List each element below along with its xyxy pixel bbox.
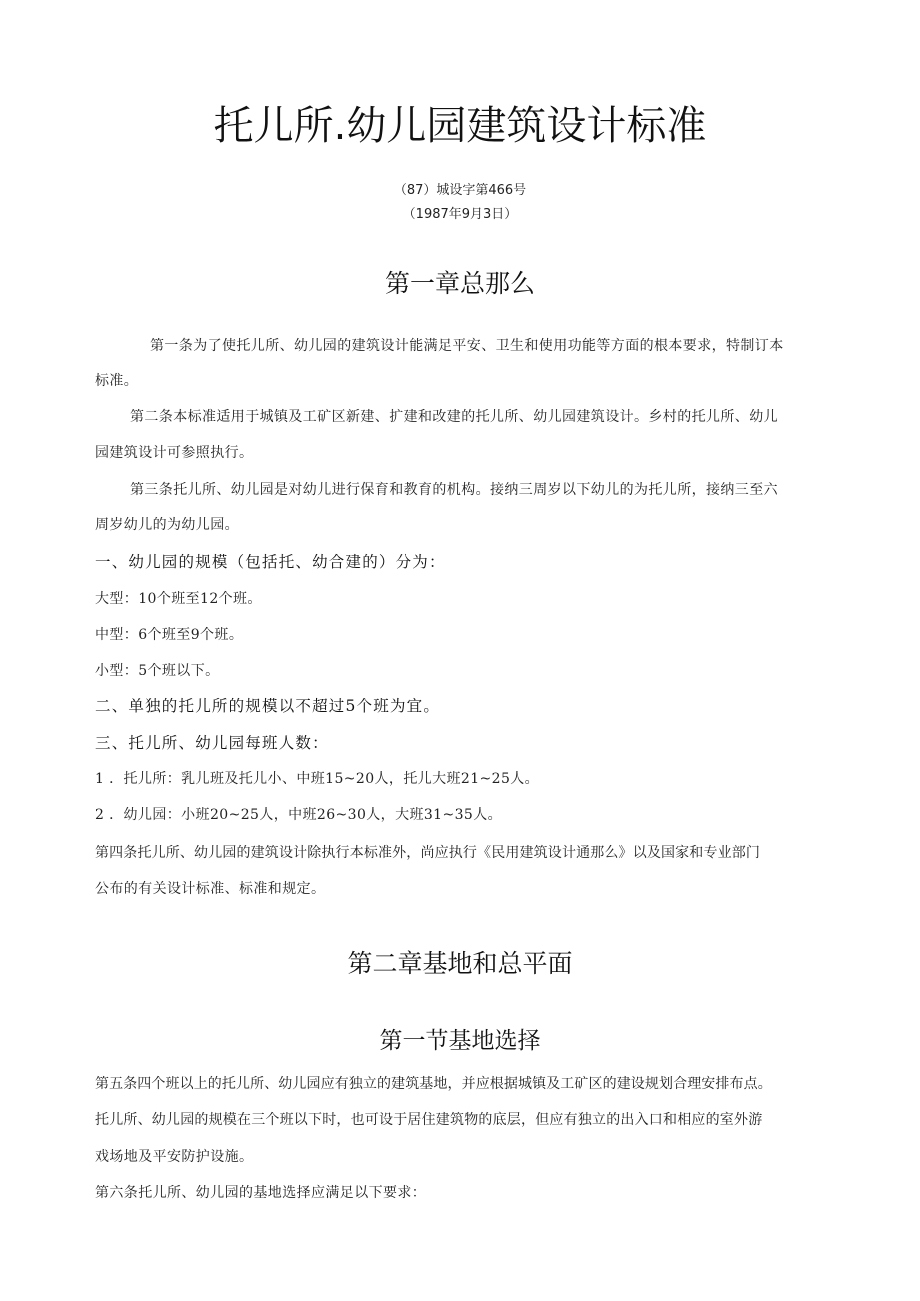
list-item: 2 ．幼儿园：小班20~25人，中班26~30人，大班31~35人。 [95,807,503,823]
paragraph-line: 托儿所、幼儿园的规模在三个班以下时，也可设于居住建筑物的底层，但应有独立的出入口和相应的室外游 [95,1112,763,1128]
document-date: （1987年9月3日） [402,207,518,222]
list-item: 中型：6个班至9个班。 [95,627,244,643]
paragraph-line: 第三条托儿所、幼儿园是对幼儿进行保育和教育的机构。接纳三周岁以下幼儿的为托儿所，接纳三至六 [130,482,778,498]
list-item: 1 ．托儿所：乳儿班及托儿小、中班15~20人，托儿大班21~25人。 [95,771,540,787]
paragraph-line: 第四条托儿所、幼儿园的建筑设计除执行本标准外，尚应执行《民用建筑设计通那么》以及国家和专业部门 [95,845,761,861]
list-heading: 三、托儿所、幼儿园每班人数： [95,734,329,752]
paragraph-line: 第二条本标准适用于城镇及工矿区新建、扩建和改建的托儿所、幼儿园建筑设计。乡村的托儿所、幼儿 [130,409,778,425]
section-heading: 第一节基地选择 [379,1028,541,1054]
paragraph-line: 第五条四个班以上的托儿所、幼儿园应有独立的建筑基地，并应根据城镇及工矿区的建设规划合理安排布点。 [95,1076,772,1092]
document-title: 托儿所.幼儿园建筑设计标准 [213,103,707,149]
paragraph-line: 第一条为了使托儿所、幼儿园的建筑设计能满足平安、卫生和使用功能等方面的根本要求，特制订本 [150,338,784,354]
paragraph-line: 第六条托儿所、幼儿园的基地选择应满足以下要求： [95,1185,427,1201]
document-number: （87）城设字第466号 [393,183,527,198]
paragraph-line: 公布的有关设计标准、标准和规定。 [95,881,326,897]
paragraph-line: 周岁幼儿的为幼儿园。 [95,517,239,533]
paragraph-line: 园建筑设计可参照执行。 [95,445,254,461]
chapter-2-heading: 第二章基地和总平面 [347,949,573,978]
chapter-1-heading: 第一章总那么 [384,269,535,298]
list-item: 小型：5个班以下。 [95,663,220,679]
paragraph-line: 标准。 [95,373,139,389]
list-item: 大型：10个班至12个班。 [95,591,262,607]
list-heading: 二、单独的托儿所的规模以不超过5个班为宜。 [95,697,441,715]
paragraph-line: 戏场地及平安防护设施。 [95,1149,254,1165]
list-heading: 一、幼儿园的规模（包括托、幼合建的）分为： [95,553,446,571]
